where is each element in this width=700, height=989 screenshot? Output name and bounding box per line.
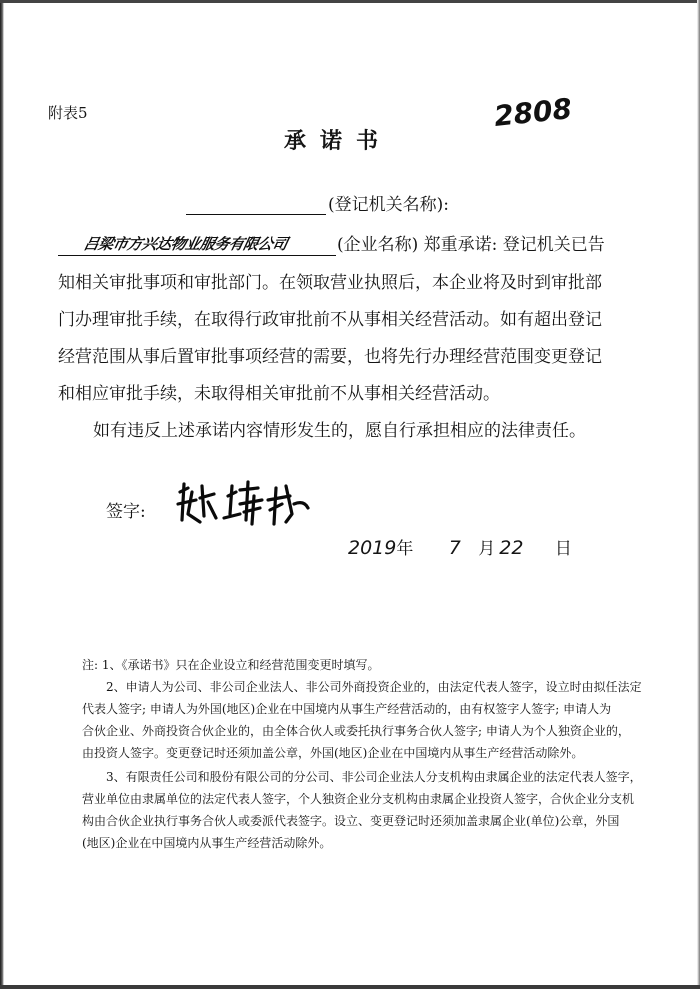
registration-authority-label: (登记机关名称): <box>328 195 449 215</box>
scan-edge-top <box>0 0 700 3</box>
note-line-4: 合伙企业、外商投资合伙企业的，由全体合伙人或委托执行事务合伙人签字; 申请人为个人独资企业的， <box>82 724 630 738</box>
scan-edge-bottom <box>0 985 700 989</box>
note-line-5: 由投资人签字。变更登记时还须加盖公章，外国(地区)企业在中国境内从事生产经营活动除外。 <box>82 746 584 760</box>
note-line-8: 构由合伙企业执行事务合伙人或委派代表签字。设立、变更登记时还须加盖隶属企业(单位)公章，外国 <box>82 814 620 828</box>
date-year-unit: 年 <box>396 539 414 559</box>
note-line-7: 营业单位由隶属单位的法定代表人签字，个人独资企业分支机构由隶属企业投资人签字，合伙企业分支机 <box>82 792 635 806</box>
body-line-4: 和相应审批手续，未取得相关审批前不从事相关经营活动。 <box>58 384 500 404</box>
date-line <box>348 534 572 559</box>
date-day-unit: 日 <box>554 539 572 559</box>
handwritten-document-number: 2808 <box>492 92 574 133</box>
date-month-unit: 月 <box>478 539 496 559</box>
body-line-1: 知相关审批事项和审批部门。在领取营业执照后，本企业将及时到审批部 <box>58 273 602 293</box>
scan-edge-left <box>0 0 4 989</box>
company-name-underline <box>58 255 336 256</box>
note-line-9: (地区)企业在中国境内从事生产经营活动除外。 <box>82 836 332 850</box>
date-day: 22 <box>499 537 524 559</box>
company-name-suffix: (企业名称) 郑重承诺: 登记机关已告 <box>337 235 605 255</box>
attachment-label: 附表5 <box>48 104 88 122</box>
note-line-1: 注: 1、《承诺书》只在企业设立和经营范围变更时填写。 <box>82 658 380 672</box>
note-line-2: 2、申请人为公司、非公司企业法人、非公司外商投资企业的，由法定代表人签字，设立时由拟任法定 <box>106 680 642 694</box>
page-title: 承诺书 <box>284 128 393 154</box>
handwritten-signature <box>174 474 314 534</box>
date-year: 2019 <box>348 537 397 559</box>
handwritten-company-name: 吕梁市方兴达物业服务有限公司 <box>81 235 289 253</box>
date-month: 7 <box>448 537 461 559</box>
registration-authority-blank-line <box>186 214 326 215</box>
note-line-6: 3、有限责任公司和股份有限公司的分公司、非公司企业法人分支机构由隶属企业的法定代表人签字， <box>106 770 642 784</box>
body-line-3: 经营范围从事后置审批事项经营的需要，也将先行办理经营范围变更登记 <box>58 347 602 367</box>
note-line-3: 代表人签字; 申请人为外国(地区)企业在中国境内从事生产经营活动的，由有权签字人签字; 申请人为 <box>82 702 612 716</box>
body-line-5: 如有违反上述承诺内容情形发生的，愿自行承担相应的法律责任。 <box>93 421 586 441</box>
body-line-2: 门办理审批手续，在取得行政审批前不从事相关经营活动。如有超出登记 <box>58 310 602 330</box>
signature-label: 签字: <box>106 502 146 522</box>
